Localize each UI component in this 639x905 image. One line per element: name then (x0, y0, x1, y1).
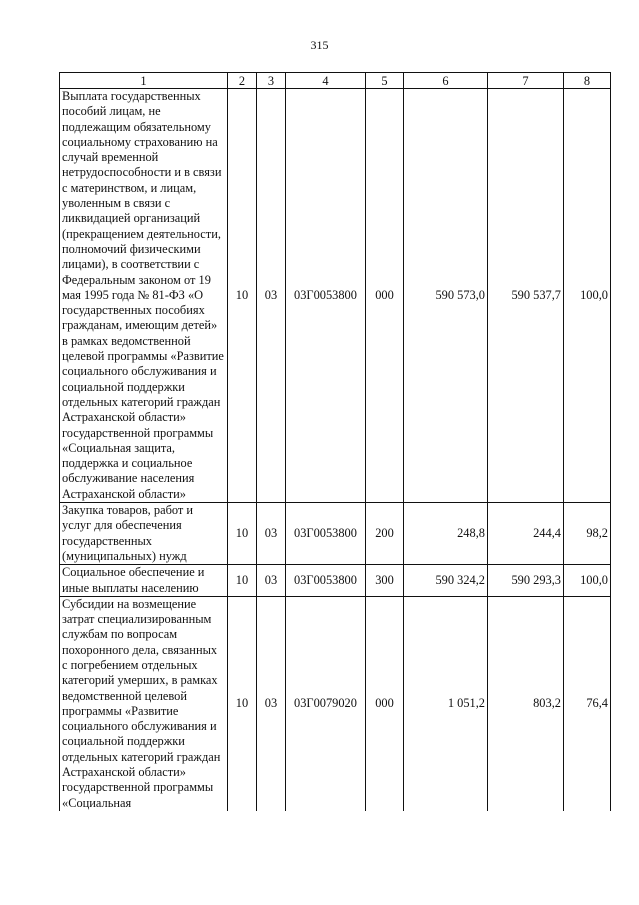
section-code: 10 (228, 503, 257, 565)
execution-percent: 100,0 (564, 89, 611, 503)
section-code: 10 (228, 565, 257, 597)
expense-type-code: 300 (366, 565, 404, 597)
page-number: 315 (310, 38, 329, 52)
subsection-code: 03 (257, 596, 286, 811)
expense-type-code: 200 (366, 503, 404, 565)
executed-amount: 590 537,7 (488, 89, 564, 503)
table-row (60, 596, 611, 811)
execution-percent: 100,0 (564, 565, 611, 597)
table-row (60, 565, 611, 597)
executed-amount: 244,4 (488, 503, 564, 565)
planned-amount: 590 573,0 (404, 89, 488, 503)
planned-amount: 590 324,2 (404, 565, 488, 597)
target-article-code: 03Г0053800 (286, 503, 366, 565)
subsection-code: 03 (257, 89, 286, 503)
column-header: 2 (228, 73, 257, 89)
subsection-code: 03 (257, 503, 286, 565)
row-description: Субсидии на возмещение затрат специализированным службам по вопросам похоронного дела, связанных с погребением отдельных категорий умерших, в рамках ведомственной целевой программы «Развитие социального обслуживания и социальной поддержки отдельных категорий граждан Астраханской области» государственной программы «Социальная (60, 596, 228, 811)
target-article-code: 03Г0053800 (286, 89, 366, 503)
table-row (60, 89, 611, 503)
planned-amount: 248,8 (404, 503, 488, 565)
executed-amount: 590 293,3 (488, 565, 564, 597)
column-header: 8 (564, 73, 611, 89)
section-code: 10 (228, 596, 257, 811)
row-description: Закупка товаров, работ и услуг для обеспечения государственных (муниципальных) нужд (60, 503, 228, 565)
table-row (60, 503, 611, 565)
target-article-code: 03Г0079020 (286, 596, 366, 811)
column-number-row (60, 73, 611, 89)
column-header: 7 (488, 73, 564, 89)
execution-percent: 76,4 (564, 596, 611, 811)
column-header: 1 (60, 73, 228, 89)
column-header: 6 (404, 73, 488, 89)
planned-amount: 1 051,2 (404, 596, 488, 811)
expense-type-code: 000 (366, 89, 404, 503)
row-description: Социальное обеспечение и иные выплаты населению (60, 565, 228, 597)
executed-amount: 803,2 (488, 596, 564, 811)
budget-execution-table (59, 72, 611, 811)
execution-percent: 98,2 (564, 503, 611, 565)
section-code: 10 (228, 89, 257, 503)
subsection-code: 03 (257, 565, 286, 597)
column-header: 5 (366, 73, 404, 89)
row-description: Выплата государственных пособий лицам, не подлежащим обязательному социальному страхованию на случай временной нетрудоспособности и в связи с материнством, и лицам, уволенным в связи с ликвидацией организаций (прекращением деятельности, полномочий физическими лицами), в соответствии с Федеральным законом от 19 мая 1995 года № 81-ФЗ «О государственных пособиях гражданам, имеющим детей» в рамках ведомственной целевой программы «Развитие социального обслуживания и социальной поддержки отдельных категорий граждан Астраханской области» государственной программы «Социальная защита, поддержка и социальное обслуживание населения Астраханской области» (60, 89, 228, 503)
target-article-code: 03Г0053800 (286, 565, 366, 597)
column-header: 4 (286, 73, 366, 89)
expense-type-code: 000 (366, 596, 404, 811)
column-header: 3 (257, 73, 286, 89)
